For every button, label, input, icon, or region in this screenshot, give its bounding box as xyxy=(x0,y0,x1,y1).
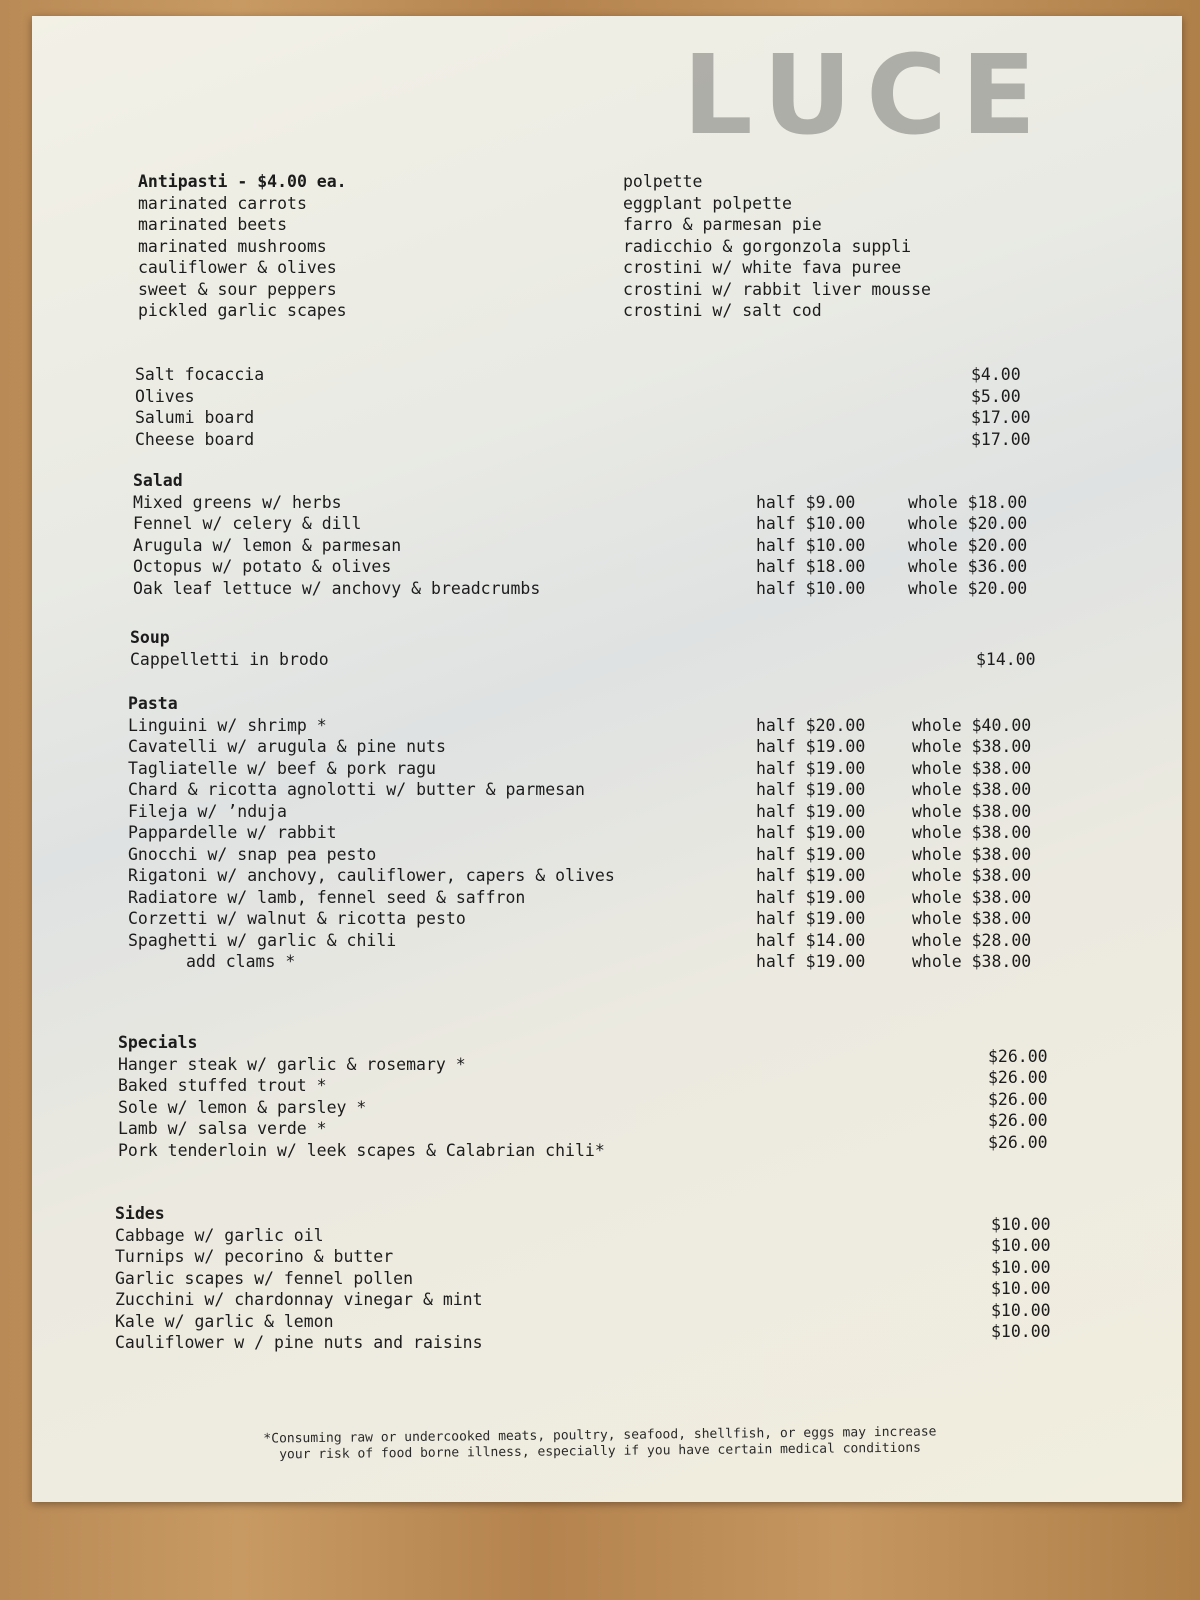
menu-item xyxy=(128,736,1058,758)
whole-price: whole $18.00 xyxy=(908,492,1028,512)
half-price: half $18.00 xyxy=(756,557,866,576)
menu-item xyxy=(128,715,1058,737)
antipasti-item: eggplant polpette xyxy=(623,193,792,213)
item-name: Zucchini w/ chardonnay vinegar & mint xyxy=(115,1290,483,1309)
antipasti-item: marinated beets xyxy=(138,215,288,234)
restaurant-logo: LUCE xyxy=(682,31,1050,159)
item-price: $10.00 xyxy=(991,1257,1051,1277)
menu-item xyxy=(115,1214,1065,1247)
item-price: $10.00 xyxy=(991,1214,1051,1234)
section-title-soup: Soup xyxy=(130,628,170,647)
half-price: half $19.00 xyxy=(756,844,866,864)
menu-item xyxy=(128,930,1058,952)
whole-price: whole $20.00 xyxy=(908,514,1028,533)
section-title-salad: Salad xyxy=(133,471,183,490)
menu-item xyxy=(130,649,1050,671)
menu-item xyxy=(133,492,1053,514)
menu-item xyxy=(128,887,1058,909)
menu-item xyxy=(115,1279,1065,1311)
half-price: half $19.00 xyxy=(756,758,866,778)
half-price: half $19.00 xyxy=(756,952,866,971)
item-price: $10.00 xyxy=(991,1236,1051,1255)
menu-item xyxy=(118,1089,1058,1119)
menu-item xyxy=(128,758,1058,780)
whole-price: whole $38.00 xyxy=(912,952,1032,971)
menu-item xyxy=(115,1300,1065,1333)
item-price: $5.00 xyxy=(971,386,1021,406)
item-name: Radiatore w/ lamb, fennel seed & saffron xyxy=(128,887,526,907)
item-name: Lamb w/ salsa verde * xyxy=(118,1119,327,1138)
item-name: Fileja w/ ’nduja xyxy=(128,801,287,821)
starters-section xyxy=(135,364,1040,450)
half-price: half $14.00 xyxy=(756,930,866,950)
menu-item xyxy=(118,1111,1058,1140)
antipasti-item: farro & parmesan pie xyxy=(623,215,822,234)
disclaimer-line-1: *Consuming raw or undercooked meats, poultry, seafood, shellfish, or eggs may increase xyxy=(263,1424,937,1447)
menu-item xyxy=(135,407,1040,429)
item-name: Turnips w/ pecorino & butter xyxy=(115,1247,394,1266)
menu-item xyxy=(133,513,1053,535)
item-name: Linguini w/ shrimp * xyxy=(128,715,327,735)
item-price: $10.00 xyxy=(991,1279,1051,1298)
disclaimer-line-2: your risk of food borne illness, especially if you have certain medical conditions xyxy=(279,1440,922,1463)
whole-price: whole $38.00 xyxy=(912,909,1032,928)
whole-price: whole $38.00 xyxy=(912,780,1032,799)
item-name: Cappelletti in brodo xyxy=(130,649,329,669)
item-name: Octopus w/ potato & olives xyxy=(133,557,392,576)
menu-item xyxy=(133,578,1053,600)
menu-item xyxy=(128,951,1058,973)
half-price: half $19.00 xyxy=(756,866,866,885)
antipasti-section xyxy=(138,171,347,322)
item-name: Arugula w/ lemon & parmesan xyxy=(133,535,402,555)
item-name: Salumi board xyxy=(135,408,255,427)
menu-item xyxy=(115,1257,1065,1290)
whole-price: whole $20.00 xyxy=(908,535,1028,555)
half-price: half $10.00 xyxy=(756,535,866,555)
soup-section xyxy=(130,627,1050,670)
item-name: Olives xyxy=(135,386,195,406)
whole-price: whole $38.00 xyxy=(912,737,1032,756)
menu-item xyxy=(115,1322,1065,1354)
item-name: Fennel w/ celery & dill xyxy=(133,514,362,533)
item-name: Spaghetti w/ garlic & chili xyxy=(128,930,397,950)
menu-item xyxy=(135,429,1040,451)
antipasti-item: crostini w/ white fava puree xyxy=(623,258,902,277)
half-price: half $10.00 xyxy=(756,578,866,598)
whole-price: whole $38.00 xyxy=(912,758,1032,778)
whole-price: whole $38.00 xyxy=(912,801,1032,821)
menu-item xyxy=(128,822,1058,844)
whole-price: whole $38.00 xyxy=(912,866,1032,885)
item-price: $26.00 xyxy=(988,1111,1048,1130)
menu-item xyxy=(128,908,1058,930)
menu-item xyxy=(133,556,1053,578)
half-price: half $19.00 xyxy=(756,887,866,907)
antipasti-item: marinated carrots xyxy=(138,193,307,213)
item-name: Salt focaccia xyxy=(135,365,265,384)
item-name: Rigatoni w/ anchovy, cauliflower, capers & olives xyxy=(128,866,615,885)
pasta-section xyxy=(128,693,1058,973)
half-price: half $19.00 xyxy=(756,823,866,842)
item-name: Tagliatelle w/ beef & pork ragu xyxy=(128,758,436,778)
menu-item xyxy=(128,844,1058,866)
antipasti-item: marinated mushrooms xyxy=(138,236,327,256)
menu-item xyxy=(135,364,1040,386)
menu-item xyxy=(135,386,1040,408)
section-title-sides: Sides xyxy=(115,1204,165,1223)
antipasti-item: pickled garlic scapes xyxy=(138,301,347,320)
half-price: half $19.00 xyxy=(756,801,866,821)
item-name: Cauliflower w / pine nuts and raisins xyxy=(115,1333,483,1352)
whole-price: whole $36.00 xyxy=(908,557,1028,576)
whole-price: whole $38.00 xyxy=(912,823,1032,842)
half-price: half $9.00 xyxy=(756,492,856,512)
item-name: Cabbage w/ garlic oil xyxy=(115,1225,324,1245)
item-price: $4.00 xyxy=(971,365,1021,384)
item-name: add clams * xyxy=(186,952,296,971)
antipasti-item: radicchio & gorgonzola suppli xyxy=(623,236,912,256)
antipasti-item: crostini w/ rabbit liver mousse xyxy=(623,279,931,299)
item-name: Mixed greens w/ herbs xyxy=(133,492,342,512)
section-title-pasta: Pasta xyxy=(128,694,178,713)
antipasti-item: cauliflower & olives xyxy=(138,258,337,277)
item-name: Pappardelle w/ rabbit xyxy=(128,823,337,842)
menu-item xyxy=(128,865,1058,887)
menu-item xyxy=(118,1046,1058,1076)
item-price: $26.00 xyxy=(988,1089,1048,1109)
item-name: Garlic scapes w/ fennel pollen xyxy=(115,1268,414,1288)
menu-item xyxy=(128,801,1058,823)
whole-price: whole $20.00 xyxy=(908,578,1028,598)
half-price: half $19.00 xyxy=(756,737,866,756)
item-price: $26.00 xyxy=(988,1068,1048,1087)
half-price: half $20.00 xyxy=(756,715,866,735)
item-price: $10.00 xyxy=(991,1322,1051,1341)
item-price: $10.00 xyxy=(991,1300,1051,1320)
section-title-antipasti: Antipasti - $4.00 ea. xyxy=(138,172,347,191)
item-name: Gnocchi w/ snap pea pesto xyxy=(128,844,377,864)
antipasti-item: sweet & sour peppers xyxy=(138,279,337,299)
whole-price: whole $40.00 xyxy=(912,715,1032,735)
item-name: Pork tenderloin w/ leek scapes & Calabrian chili* xyxy=(118,1140,605,1160)
half-price: half $19.00 xyxy=(756,909,866,928)
menu-item xyxy=(128,779,1058,801)
menu-item xyxy=(133,535,1053,557)
item-name: Cheese board xyxy=(135,429,255,449)
half-price: half $19.00 xyxy=(756,780,866,799)
item-price: $26.00 xyxy=(988,1132,1048,1152)
half-price: half $10.00 xyxy=(756,514,866,533)
whole-price: whole $28.00 xyxy=(912,930,1032,950)
item-name: Oak leaf lettuce w/ anchovy & breadcrumbs xyxy=(133,578,541,598)
menu-item xyxy=(118,1132,1058,1162)
item-name: Corzetti w/ walnut & ricotta pesto xyxy=(128,909,466,928)
item-name: Chard & ricotta agnolotti w/ butter & parmesan xyxy=(128,780,585,799)
item-name: Baked stuffed trout * xyxy=(118,1076,327,1095)
antipasti-item: polpette xyxy=(623,172,703,191)
specials-section xyxy=(118,1032,1058,1161)
item-name: Cavatelli w/ arugula & pine nuts xyxy=(128,737,446,756)
item-name: Kale w/ garlic & lemon xyxy=(115,1311,334,1331)
item-price: $14.00 xyxy=(976,649,1036,669)
item-name: Hanger steak w/ garlic & rosemary * xyxy=(118,1054,466,1074)
section-title-specials: Specials xyxy=(118,1033,198,1052)
item-price: $17.00 xyxy=(971,429,1031,449)
salad-section xyxy=(133,470,1053,599)
item-name: Sole w/ lemon & parsley * xyxy=(118,1097,367,1117)
sides-section xyxy=(115,1203,1065,1354)
whole-price: whole $38.00 xyxy=(912,887,1032,907)
menu-item xyxy=(115,1236,1065,1268)
antipasti-column-2 xyxy=(623,171,931,322)
item-price: $17.00 xyxy=(971,408,1031,427)
antipasti-item: crostini w/ salt cod xyxy=(623,301,822,320)
menu-item xyxy=(118,1068,1058,1097)
whole-price: whole $38.00 xyxy=(912,844,1032,864)
item-price: $26.00 xyxy=(988,1046,1048,1066)
